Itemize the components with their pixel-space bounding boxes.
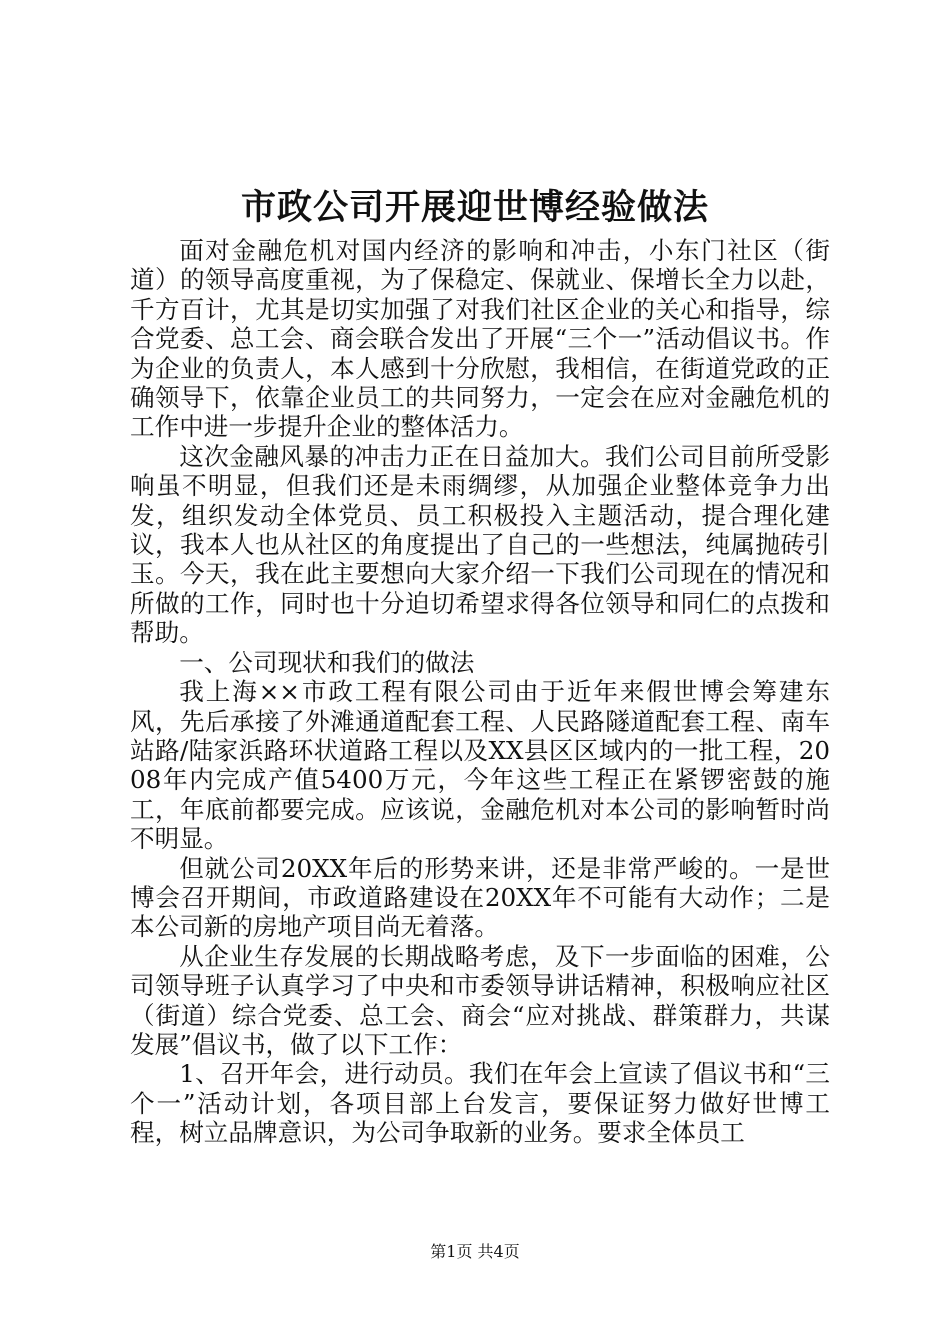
document-body (130, 236, 830, 1148)
paragraph: 从企业生存发展的长期战略考虑，及下一步面临的困难，公司领导班子认真学习了中央和市委领导讲话精神，积极响应社区（街道）综合党委、总工会、商会“应对挑战、群策群力，共谋发展”倡议书，做了以下工作： (130, 941, 830, 1059)
paragraph: 但就公司20XX年后的形势来讲，还是非常严峻的。一是世博会召开期间，市政道路建设在20XX年不可能有大动作；二是本公司新的房地产项目尚无着落。 (130, 853, 830, 942)
paragraph: 我上海××市政工程有限公司由于近年来假世博会筹建东风，先后承接了外滩通道配套工程、人民路隧道配套工程、南车站路/陆家浜路环状道路工程以及XX县区区域内的一批工程，2008年内完成产值5400万元，今年这些工程正在紧锣密鼓的施工，年底前都要完成。应该说，金融危机对本公司的影响暂时尚不明显。 (130, 677, 830, 854)
document-title: 市政公司开展迎世博经验做法 (240, 187, 709, 228)
paragraph: 面对金融危机对国内经济的影响和冲击，小东门社区（街道）的领导高度重视，为了保稳定、保就业、保增长全力以赴，千方百计，尤其是切实加强了对我们社区企业的关心和指导，综合党委、总工会、商会联合发出了开展“三个一”活动倡议书。作为企业的负责人，本人感到十分欣慰，我相信，在街道党政的正确领导下，依靠企业员工的共同努力，一定会在应对金融危机的工作中进一步提升企业的整体活力。 (130, 236, 830, 442)
paragraph: 这次金融风暴的冲击力正在日益加大。我们公司目前所受影响虽不明显，但我们还是未雨绸缪，从加强企业整体竞争力出发，组织发动全体党员、员工积极投入主题活动，提合理化建议，我本人也从社区的角度提出了自己的一些想法，纯属抛砖引玉。今天，我在此主要想向大家介绍一下我们公司现在的情况和所做的工作，同时也十分迫切希望求得各位领导和同仁的点拨和帮助。 (130, 441, 830, 648)
section-heading: 一、公司现状和我们的做法 (179, 647, 475, 677)
paragraph: 1、召开年会，进行动员。我们在年会上宣读了倡议书和“三个一”活动计划，各项目部上台发言，要保证努力做好世博工程，树立品牌意识，为公司争取新的业务。要求全体员工 (130, 1059, 830, 1148)
page-footer: 第1页 共4页 (430, 1242, 520, 1261)
